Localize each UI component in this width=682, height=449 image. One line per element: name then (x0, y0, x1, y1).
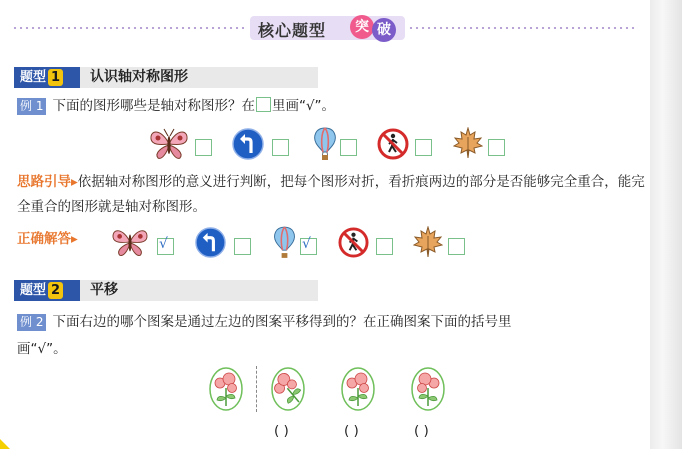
answer-checkbox[interactable] (376, 238, 393, 255)
section-2-tag-text: 题型 (20, 283, 47, 298)
answer-checkbox[interactable] (448, 238, 465, 255)
answer-parens-3[interactable]: ( ) (414, 423, 429, 439)
hot-air-balloon-icon (312, 127, 338, 161)
answer-checkbox[interactable] (488, 139, 505, 156)
flower-pattern-icon (208, 366, 244, 412)
answer-checkbox-checked[interactable] (300, 238, 317, 255)
example-1-figures (0, 127, 650, 163)
example-1-text-after: 里画“√”。 (271, 98, 336, 114)
maple-leaf-icon (413, 226, 443, 260)
section-1-tag (14, 67, 80, 88)
example-1-text-before: 下面的图形哪些是轴对称图形？在 (52, 98, 255, 114)
analysis-text: 依据轴对称图形的意义进行判断，把每个图形对折，看折痕两边的部分是否能够完全重合，能完全重合的图形就是轴对称图形。 (17, 174, 645, 215)
turn-left-sign-icon (195, 227, 226, 258)
flower-pattern-icon (270, 366, 306, 412)
inline-checkbox-icon (256, 97, 271, 112)
check-mark: √ (302, 236, 311, 252)
dashed-divider (256, 366, 257, 412)
butterfly-icon (110, 226, 150, 258)
section-1-number: 1 (48, 69, 63, 86)
dotted-divider-left (12, 27, 247, 29)
answer-key: 正确解答 (17, 231, 71, 247)
analysis-key: 思路引导 (17, 174, 71, 190)
dotted-divider-right (408, 27, 638, 29)
example-2-label: 例 2 (17, 314, 46, 331)
example-2-line-1: 下面右边的哪个图案是通过左边的图案平移得到的？在正确图案下面的括号里 (52, 314, 512, 330)
header-badge-1: 突 (350, 15, 374, 39)
maple-leaf-icon (453, 127, 483, 161)
section-1-title: 认识轴对称图形 (90, 69, 188, 85)
section-2-title: 平移 (90, 282, 118, 298)
page-edge-shadow (650, 0, 682, 449)
answer-parens-1[interactable]: ( ) (274, 423, 289, 439)
section-2-heading (14, 280, 318, 301)
flower-pattern-icon (340, 366, 376, 412)
example-1-label: 例 1 (17, 98, 46, 115)
example-2-figures (0, 366, 650, 416)
header-title: 核心题型 (258, 21, 327, 40)
corner-decoration (0, 439, 10, 449)
section-1-heading (14, 67, 318, 88)
answer-checkbox[interactable] (272, 139, 289, 156)
example-2-line-2: 画“√”。 (17, 341, 67, 357)
header-badge-2: 破 (372, 18, 396, 42)
answer-checkbox[interactable] (195, 139, 212, 156)
analysis-arrow-icon: ▸ (71, 174, 78, 190)
section-2-number: 2 (48, 282, 63, 299)
answer-checkbox[interactable] (415, 139, 432, 156)
section-header (0, 14, 650, 42)
answer-checkbox[interactable] (340, 139, 357, 156)
answer-arrow-icon: ▸ (71, 231, 78, 247)
no-pedestrian-sign-icon (377, 128, 409, 160)
hot-air-balloon-icon (272, 226, 297, 259)
section-1-tag-text: 题型 (20, 70, 47, 85)
butterfly-icon (148, 127, 190, 161)
answer-checkbox[interactable] (234, 238, 251, 255)
example-1 (17, 95, 335, 117)
example-2 (17, 309, 647, 363)
section-2-tag (14, 280, 80, 301)
check-mark: √ (159, 236, 168, 252)
flower-pattern-icon (410, 366, 446, 412)
no-pedestrian-sign-icon (338, 227, 369, 258)
answer-parens-2[interactable]: ( ) (344, 423, 359, 439)
answer-figures (0, 226, 650, 262)
analysis-paragraph (17, 170, 647, 220)
turn-left-sign-icon (232, 128, 264, 160)
answer-checkbox-checked[interactable] (157, 238, 174, 255)
